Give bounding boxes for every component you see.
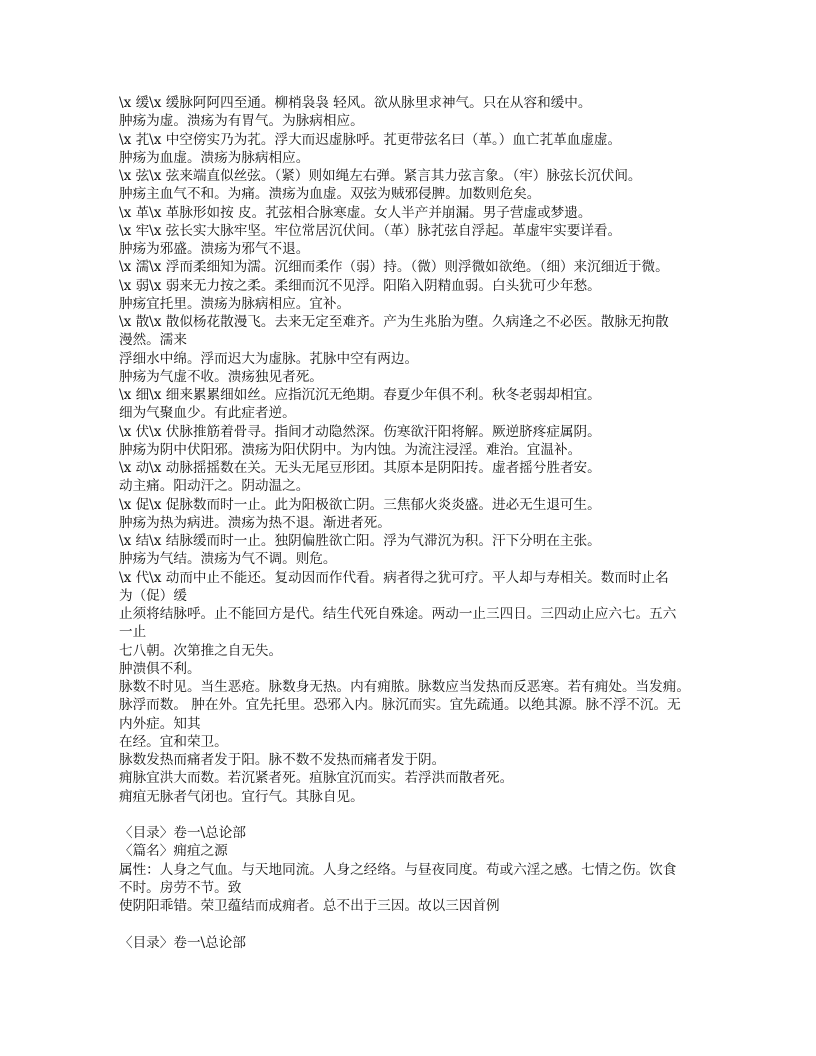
text-line: 七八朝。次第推之自无失。 (119, 642, 283, 659)
text-line: \x 伏\x 伏脉推筋着骨寻。指间才动隐然深。伤寒欲汗阳将解。厥逆脐疼症属阴。 (119, 423, 601, 440)
text-line: \x 芤\x 中空傍实乃为芤。浮大而迟虚脉呼。芤更带弦名曰（革。）血亡芤革血虚虚。 (119, 131, 622, 148)
text-line: 〈目录〉卷一\总论部 (119, 934, 246, 951)
text-line: 肿疡为虚。溃疡为有胃气。为脉病相应。 (119, 113, 364, 130)
text-line: 肿疡为血虚。溃疡为脉病相应。 (119, 149, 310, 166)
document-page (119, 94, 719, 952)
text-line: 脉数不时见。当生恶疮。脉数身无热。内有痈脓。脉数应当发热而反恶寒。若有痈处。当发痈。 (119, 679, 690, 695)
text-line: 肿溃俱不利。 (119, 660, 201, 677)
text-line: 〈篇名〉痈疽之源 (119, 843, 228, 860)
text-line: 为（促）缓 (119, 587, 187, 604)
text-line: \x 促\x 促脉数而时一止。此为阳极欲亡阴。三焦郁火炎炎盛。进必无生退可生。 (119, 496, 601, 513)
text-line: 漫然。濡来 (119, 332, 187, 349)
text-line: \x 弦\x 弦来端直似丝弦。（紧）则如绳左右弹。紧言其力弦言象。（牢）脉弦长沉伏间。 (119, 168, 642, 184)
text-line: \x 代\x 动而中止不能还。复动因而作代看。病者得之犹可疗。平人却与寿相关。数而时止名 (119, 569, 669, 586)
text-line: \x 缓\x 缓脉阿阿四至通。柳梢袅袅 轻风。欲从脉里求神气。只在从容和缓中。 (119, 95, 592, 111)
blank-line (119, 915, 719, 933)
text-line: 不时。房劳不节。致 (119, 879, 242, 896)
text-line: 属性：人身之气血。与天地同流。人身之经络。与昼夜同度。苟或六淫之感。七情之伤。饮食 (119, 861, 677, 878)
text-line: 〈目录〉卷一\总论部 (119, 825, 246, 841)
text-line: 脉数发热而痛者发于阳。脉不数不发热而痛者发于阴。 (119, 752, 446, 768)
text-line: 脉浮而数。 肿在外。宜先托里。恐邪入内。脉沉而实。宜先疏通。以绝其源。脉不浮不沉。无 (119, 697, 681, 714)
text-line: 痈疽无脉者气闭也。宜行气。其脉自见。 (119, 788, 364, 805)
text-line: 肿疡宜托里。溃疡为脉病相应。宜补。 (119, 295, 351, 312)
text-line: 肿疡为阴中伏阳邪。溃疡为阳伏阴中。为内蚀。为流注浸淫。难治。宜温补。 (119, 441, 582, 458)
text-line: 肿疡为气虚不收。溃疡独见者死。 (119, 368, 323, 385)
text-line: \x 动\x 动脉摇摇数在关。无头无尾豆形团。其原本是阴阳抟。虚者摇兮胜者安。 (119, 460, 601, 476)
text-line: 止须将结脉呼。止不能回方是代。结生代死自殊途。两动一止三四日。三四动止应六七。五六 (119, 606, 677, 622)
text-line: 动主痛。阳动汗之。阴动温之。 (119, 478, 310, 495)
text-line: 肿疡为气结。溃疡为气不调。则危。 (119, 551, 337, 568)
text-line: \x 结\x 结脉缓而时一止。独阴偏胜欲亡阳。浮为气滞沉为积。汗下分明在主张。 (119, 533, 601, 549)
text-line: 肿疡为热为病进。溃疡为热不退。渐进者死。 (119, 514, 391, 531)
text-line: \x 濡\x 浮而柔细知为濡。沉细而柔作（弱）持。（微）则浮微如欲绝。（细）来沉细近于微。 (119, 259, 669, 276)
text-line: \x 散\x 散似杨花散漫飞。去来无定至难齐。产为生兆胎为堕。久病逢之不必医。散脉无拘散 (119, 314, 669, 330)
text-line: 一止 (119, 624, 147, 641)
text-line: \x 弱\x 弱来无力按之柔。柔细而沉不见浮。阳陷入阴精血弱。白头犹可少年愁。 (119, 277, 601, 294)
text-line: 痈脉宜洪大而数。若沉紧者死。疽脉宜沉而实。若浮洪而散者死。 (119, 770, 514, 787)
text-line: 浮细水中绵。浮而迟大为虚脉。芤脉中空有两边。 (119, 350, 419, 367)
text-line: \x 细\x 细来累累细如丝。应指沉沉无绝期。春夏少年俱不利。秋冬老弱却相宜。 (119, 387, 601, 403)
text-line: 内外症。知其 (119, 715, 201, 732)
blank-line (119, 806, 719, 824)
text-line: 在经。宜和荣卫。 (119, 733, 228, 750)
text-line: 肿疡为邪盛。溃疡为邪气不退。 (119, 241, 310, 257)
text-line: 肿疡主血气不和。为痛。溃疡为血虚。双弦为贼邪侵脾。加数则危矣。 (119, 186, 541, 203)
text-line: \x 牢\x 弦长实大脉牢坚。牢位常居沉伏间。（革）脉芤弦自浮起。革虚牢实要详看。 (119, 222, 622, 239)
text-line: 细为气聚血少。有此症者逆。 (119, 405, 296, 422)
text-line: \x 革\x 革脉形如按 皮。芤弦相合脉寒虚。女人半产并崩漏。男子营虚或梦遗。 (119, 204, 592, 221)
text-line: 使阴阳乖错。荣卫蕴结而成痈者。总不出于三因。故以三因首例 (119, 898, 500, 914)
